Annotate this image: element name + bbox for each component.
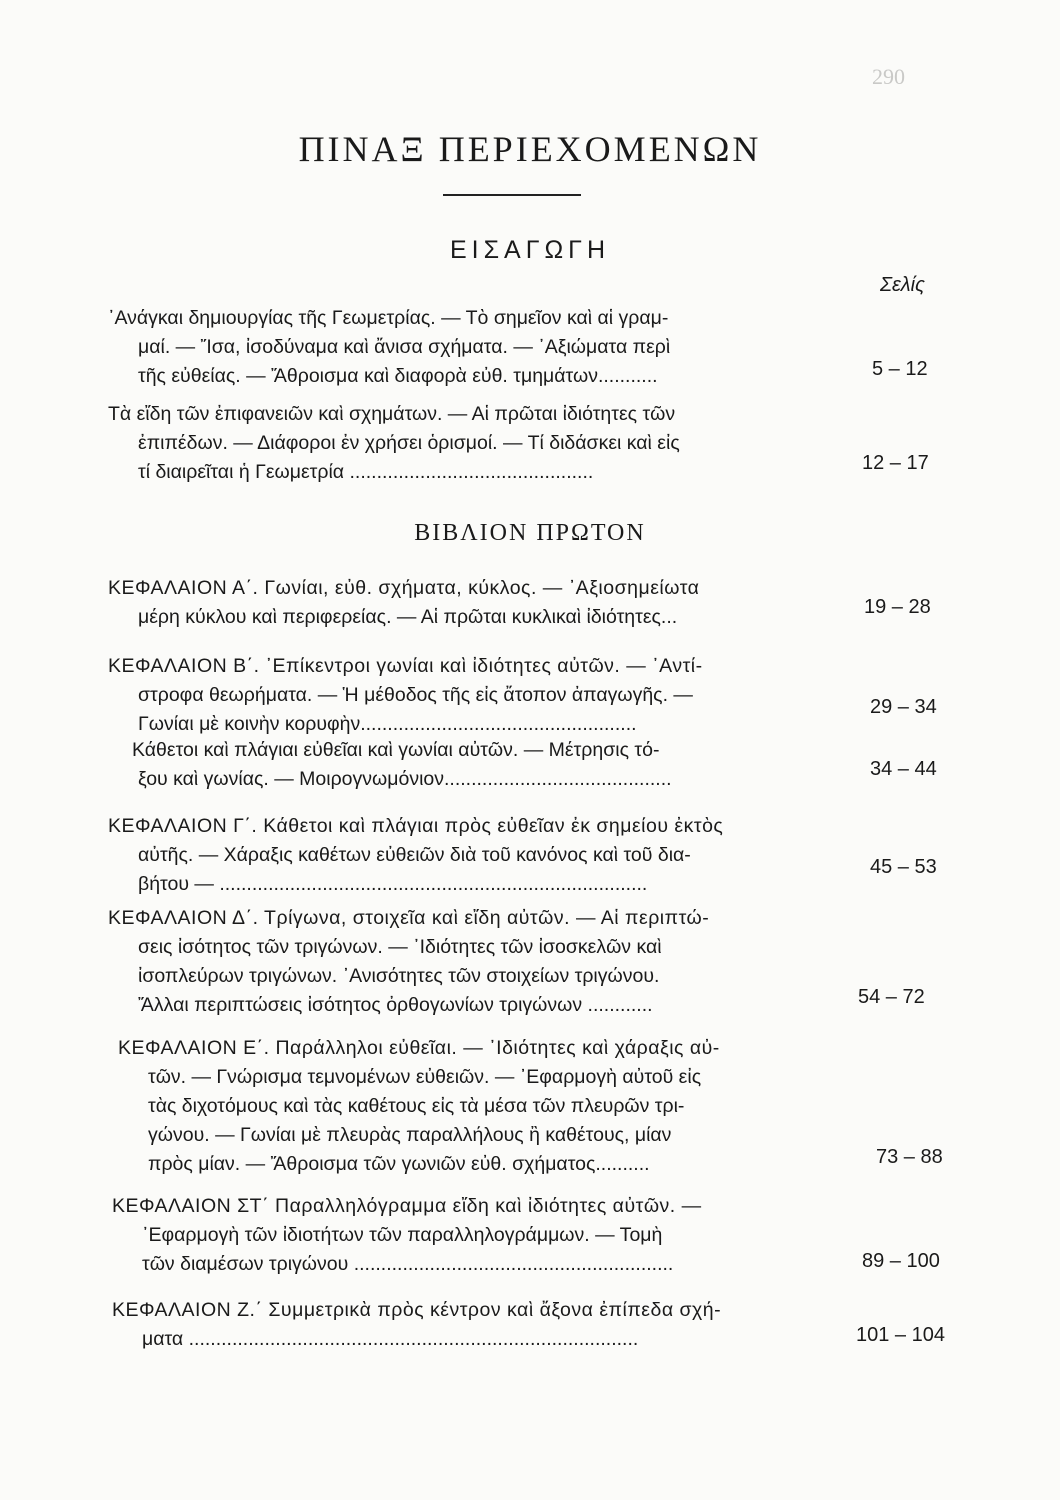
toc-line: ΚΕΦΑΛΑΙΟΝ Α΄. Γωνίαι, εὐθ. σχήματα, κύκλος. — ᾿Αξιοσημείωτα: [108, 577, 700, 599]
toc-entry-intro-1: [108, 304, 824, 391]
toc-line: στροφα θεωρήματα. — Ἡ μέθοδος τῆς εἰς ἄτοπον ἀπαγωγῆς. —: [138, 684, 693, 706]
toc-line: ἰσοπλεύρων τριγώνων. ᾿Ανισότητες τῶν στοιχείων τριγώνου.: [138, 965, 660, 987]
toc-line: τῶν. — Γνώρισμα τεμνομένων εὐθειῶν. — ᾿Εφαρμογὴ αὐτοῦ εἰς: [148, 1066, 702, 1088]
page-title: ΠΙΝΑΞ ΠΕΡΙΕΧΟΜΕΝΩΝ: [298, 129, 762, 169]
toc-line: Κάθετοι καὶ πλάγιαι εὐθεῖαι καὶ γωνίαι αὐτῶν. — Μέτρησις τό-: [132, 739, 660, 761]
toc-entry-chapter-b: [108, 652, 824, 739]
toc-line: ΚΕΦΑΛΑΙΟΝ Ζ.΄ Συμμετρικὰ πρὸς κέντρον καὶ ἄξονα ἐπίπεδα σχή-: [112, 1299, 722, 1321]
toc-line: ΚΕΦΑΛΑΙΟΝ Β΄. ᾿Επίκεντροι γωνίαι καὶ ἰδιότητες αὐτῶν. — ᾿Αντί-: [108, 655, 703, 677]
toc-line: Τὰ εἴδη τῶν ἐπιφανειῶν καὶ σχημάτων. — Αἱ πρῶται ἰδιότητες τῶν: [108, 403, 676, 425]
toc-line: βήτου — ...............................................................................: [138, 873, 648, 895]
toc-line: τὰς διχοτόμους καὶ τὰς καθέτους εἰς τὰ μέσα τῶν πλευρῶν τρι-: [148, 1095, 685, 1117]
toc-entry-chapter-e: [118, 1034, 834, 1179]
toc-entry-intro-2: [108, 400, 824, 487]
toc-line: αὐτῆς. — Χάραξις καθέτων εὐθειῶν διὰ τοῦ κανόνος καὶ τοῦ δια-: [138, 844, 691, 866]
toc-pages-chapter-d: 54 – 72: [858, 986, 925, 1008]
toc-line: τῶν διαμέσων τριγώνου ...........................................................: [142, 1253, 674, 1275]
toc-pages-chapter-b-part-2: 34 – 44: [870, 758, 937, 780]
toc-pages-chapter-c: 45 – 53: [870, 856, 937, 878]
toc-line: ΚΕΦΑΛΑΙΟΝ Ε΄. Παράλληλοι εὐθεῖαι. — ᾿Ιδιότητες καὶ χάραξις αὐ-: [118, 1037, 720, 1059]
toc-line: ΚΕΦΑΛΑΙΟΝ Γ΄. Κάθετοι καὶ πλάγιαι πρὸς εὐθεῖαν ἐκ σημείου ἐκτὸς: [108, 815, 724, 837]
toc-pages-chapter-z: 101 – 104: [856, 1324, 945, 1346]
toc-line: ᾿Ανάγκαι δημιουργίας τῆς Γεωμετρίας. — Τὸ σημεῖον καὶ αἱ γραμ-: [108, 307, 669, 329]
toc-line: τῆς εὐθείας. — Ἄθροισμα καὶ διαφορὰ εὐθ. τμημάτων...........: [138, 365, 658, 387]
toc-line: πρὸς μίαν. — Ἄθροισμα τῶν γωνιῶν εὐθ. σχήματος..........: [148, 1153, 650, 1175]
toc-entry-chapter-a: [108, 574, 824, 632]
toc-line: Ἄλλαι περιπτώσεις ἰσότητος ὀρθογωνίων τριγώνων ............: [138, 994, 653, 1016]
toc-line: ἐπιπέδων. — Διάφοροι ἐν χρήσει ὁρισμοί. — Τί διδάσκει καὶ εἰς: [138, 432, 680, 454]
toc-line: μέρη κύκλου καὶ περιφερείας. — Αἱ πρῶται κυκλικαὶ ἰδιότητες...: [138, 606, 678, 628]
toc-entry-chapter-d: [108, 904, 824, 1020]
toc-line: ᾿Εφαρμογὴ τῶν ἰδιοτήτων τῶν παραλληλογράμμων. — Τομὴ: [142, 1224, 663, 1246]
toc-pages-intro-1: 5 – 12: [872, 358, 928, 380]
toc-line: Γωνίαι μὲ κοινὴν κορυφὴν...................................................: [138, 713, 637, 735]
toc-pages-chapter-a: 19 – 28: [864, 596, 931, 618]
toc-entry-chapter-b-part-2: [108, 736, 824, 794]
toc-line: ΚΕΦΑΛΑΙΟΝ Δ΄. Τρίγωνα, στοιχεῖα καὶ εἴδη αὐτῶν. — Αἱ περιπτώ-: [108, 907, 710, 929]
toc-pages-chapter-st: 89 – 100: [862, 1250, 940, 1272]
toc-line: ΚΕΦΑΛΑΙΟΝ ΣΤ΄ Παραλληλόγραμμα εἴδη καὶ ἰδιότητες αὐτῶν. —: [112, 1195, 702, 1217]
section-heading-book-one: ΒΙΒΛΙΟΝ ΠΡΩΤΟΝ: [414, 520, 646, 546]
toc-line: τί διαιρεῖται ἡ Γεωμετρία .............................................: [138, 461, 594, 483]
toc-pages-chapter-e: 73 – 88: [876, 1146, 943, 1168]
toc-pages-intro-2: 12 – 17: [862, 452, 929, 474]
toc-entry-chapter-st: [112, 1192, 828, 1279]
toc-pages-chapter-b: 29 – 34: [870, 696, 937, 718]
toc-entry-chapter-c: [108, 812, 824, 899]
page-number: 290: [872, 64, 905, 89]
toc-line: μαί. — Ἴσα, ἰσοδύναμα καὶ ἄνισα σχήματα. — ᾿Αξιώματα περὶ: [138, 336, 671, 358]
toc-line: ματα ...................................................................................: [142, 1328, 639, 1350]
title-rule: [443, 194, 581, 196]
toc-line: ξου καὶ γωνίας. — Μοιρογνωμόνιον..........................................: [138, 768, 672, 790]
toc-entry-chapter-z: [112, 1296, 828, 1354]
toc-line: γώνου. — Γωνίαι μὲ πλευρὰς παραλλήλους ἢ καθέτους, μίαν: [148, 1124, 672, 1146]
pages-column-header: Σελίς: [880, 274, 925, 296]
toc-line: σεις ἰσότητος τῶν τριγώνων. — ᾿Ιδιότητες τῶν ἰσοσκελῶν καὶ: [138, 936, 662, 958]
section-heading-introduction: ΕΙΣΑΓΩΓΗ: [449, 236, 611, 264]
